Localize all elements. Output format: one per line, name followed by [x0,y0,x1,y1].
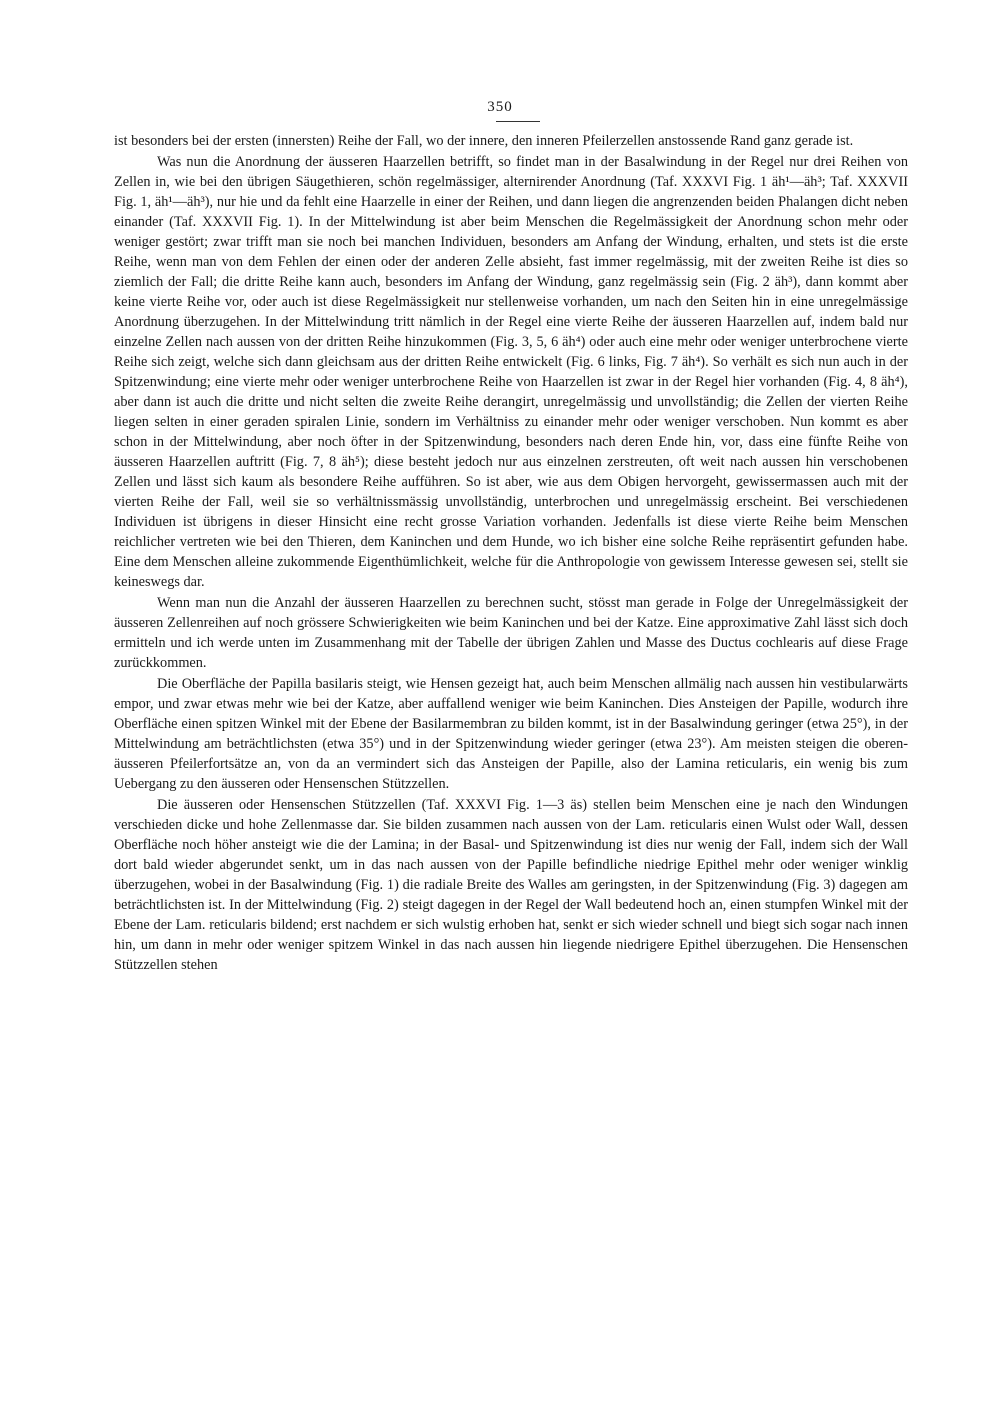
page-number: 350 [487,99,513,115]
paragraph-4: Die Oberfläche der Papilla basilaris steigt, wie Hensen gezeigt hat, auch beim Menschen allmälig nach aussen hin vestibularwärts empor, und zwar etwas mehr wie bei der Katze, aber auffallend weniger wie beim Kaninchen. Dies Ansteigen der Papille, wodurch ihre Oberfläche einen spitzen Winkel mit der Ebene der Basilarmembran zu bilden kommt, ist in der Basalwindung geringer (etwa 25°), in der Mittelwindung am beträchtlichsten (etwa 35°) und in der Spitzenwindung wieder geringer (etwa 23°). Am meisten steigen die oberen-äusseren Pfeilerfortsätze an, von da an vermindert sich das Ansteigen der Papille, also der Lamina reticularis, ein wenig bis zum Uebergang zu den äusseren oder Hensenschen Stützzellen. [114,676,908,792]
paragraph-3: Wenn man nun die Anzahl der äusseren Haarzellen zu berechnen sucht, stösst man gerade in Folge der Unregelmässigkeit der äusseren Zellenreihen auf noch grössere Schwierigkeiten wie beim Kaninchen und bei der Katze. Eine approximative Zahl lässt sich doch ermitteln und ich werde unten im Zusammenhang mit der Tabelle der übrigen Zahlen und Masse des Ductus cochlearis auf diese Frage zurückkommen. [114,595,908,671]
page-number-rule [496,121,540,122]
paragraph-2: Was nun die Anordnung der äusseren Haarzellen betrifft, so findet man in der Basalwindung in der Regel nur drei Reihen von Zellen in, wie bei den übrigen Säugethieren, schön regelmässiger, alternirender Anordnung (Taf. XXXVI Fig. 1 äh¹—äh³; Taf. XXXVII Fig. 1, äh¹—äh³), nur hie und da fehlt eine Haarzelle in einer der Reihen, und dann liegen die angrenzenden beiden Phalangen dicht neben einander (Taf. XXXVII Fig. 1). In der Mittelwindung ist aber beim Menschen die Regelmässigkeit der Anordnung schon mehr oder weniger gestört; zwar trifft man sie noch bei manchen Individuen, besonders am Anfang der Windung, erhalten, und stets ist die erste Reihe, wenn man von dem Fehlen der einen oder der anderen Zelle absieht, fast immer regelmässig, mit der zweiten Reihe ist dies so ziemlich der Fall; die dritte Reihe kann auch, besonders im Anfang der Windung, ganz regelmässig sein (Fig. 2 äh³), dann kommt aber keine vierte Reihe vor, oder auch ist diese Regelmässigkeit nur stellenweise vorhanden, um nach den Seiten hin in eine unregelmässige Anordnung überzugehen. In der Mittelwindung tritt nämlich in der Regel eine vierte Reihe der äusseren Haarzellen auf, indem bald nur einzelne Zellen nach aussen von der dritten Reihe hinzukommen (Fig. 3, 5, 6 äh⁴) oder auch eine mehr oder weniger unterbrochene vierte Reihe sich zeigt, welche sich dann gleichsam aus der dritten Reihe entwickelt (Fig. 6 links, Fig. 7 äh⁴). So verhält es sich nun auch in der Spitzenwindung; eine vierte mehr oder weniger unterbrochene Reihe von Haarzellen ist zwar in der Regel hier vorhanden (Fig. 4, 8 äh⁴), aber dann ist auch die dritte und nicht selten die zweite Reihe derangirt, unregelmässig und unvollständig; die Zellen der vierten Reihe liegen selten in einer geraden spiralen Linie, sondern im Verhältniss zu einander mehr oder weniger verschoben. Nun kommt es aber schon in der Mittelwindung, aber noch öfter in der Spitzenwindung, besonders nach deren Ende hin, vor, dass eine fünfte Reihe von äusseren Haarzellen auftritt (Fig. 7, 8 äh⁵); diese besteht jedoch nur aus einzelnen zerstreuten, oft weit nach aussen hin verschobenen Zellen und lässt sich kaum als besondere Reihe aufführen. So ist aber, wie aus dem Obigen hervorgeht, gewissermassen auch mit der vierten Reihe der Fall, weil sie so verhältnissmässig unvollständig, unterbrochen und unregelmässig erscheint. Bei verschiedenen Individuen ist übrigens in dieser Hinsicht eine recht grosse Variation vorhanden. Jedenfalls ist diese vierte Reihe beim Menschen reichlicher vertreten wie bei den Thieren, dem Kaninchen und dem Hunde, wo ich bisher eine solche Reihe repräsentirt gefunden habe. Eine dem Menschen alleine zukommende Eigenthümlichkeit, welche für die Anthropologie von gewissem Interesse gewesen sei, stellt sie keineswegs dar. [114,154,908,590]
paragraph-5: Die äusseren oder Hensenschen Stützzellen (Taf. XXXVI Fig. 1—3 äs) stellen beim Menschen eine je nach den Windungen verschieden dicke und hohe Zellenmasse dar. Sie bilden zusammen nach aussen von der Lam. reticularis einen Wulst oder Wall, dessen Oberfläche noch höher ansteigt wie die der Lamina; in der Basal- und Spitzenwindung ist dies nur wenig der Fall, indem sich der Wall dort bald wieder abgerundet senkt, um in das nach aussen von der Papille befindliche niedrige Epithel mehr oder weniger winklig überzugehen, wobei in der Basalwindung (Fig. 1) die radiale Breite des Walles am geringsten, in der Spitzenwindung (Fig. 3) dagegen am beträchtlichsten ist. In der Mittelwindung (Fig. 2) steigt dagegen in der Regel der Wall bedeutend hoch an, einen stumpfen Winkel mit der Ebene der Lam. reticularis bildend; erst nachdem er sich wulstig erhoben hat, senkt er sich wieder schnell und biegt sich sogar nach innen hin, um dann in mehr oder weniger spitzem Winkel in das nach aussen hin liegende niedrigere Epithel überzugehen. Die Hensenschen Stützzellen stehen [114,797,908,973]
paragraph-1: ist besonders bei der ersten (innersten) Reihe der Fall, wo der innere, den inneren Pfeilerzellen anstossende Rand ganz gerade ist. [114,133,854,149]
body-text [114,131,908,975]
